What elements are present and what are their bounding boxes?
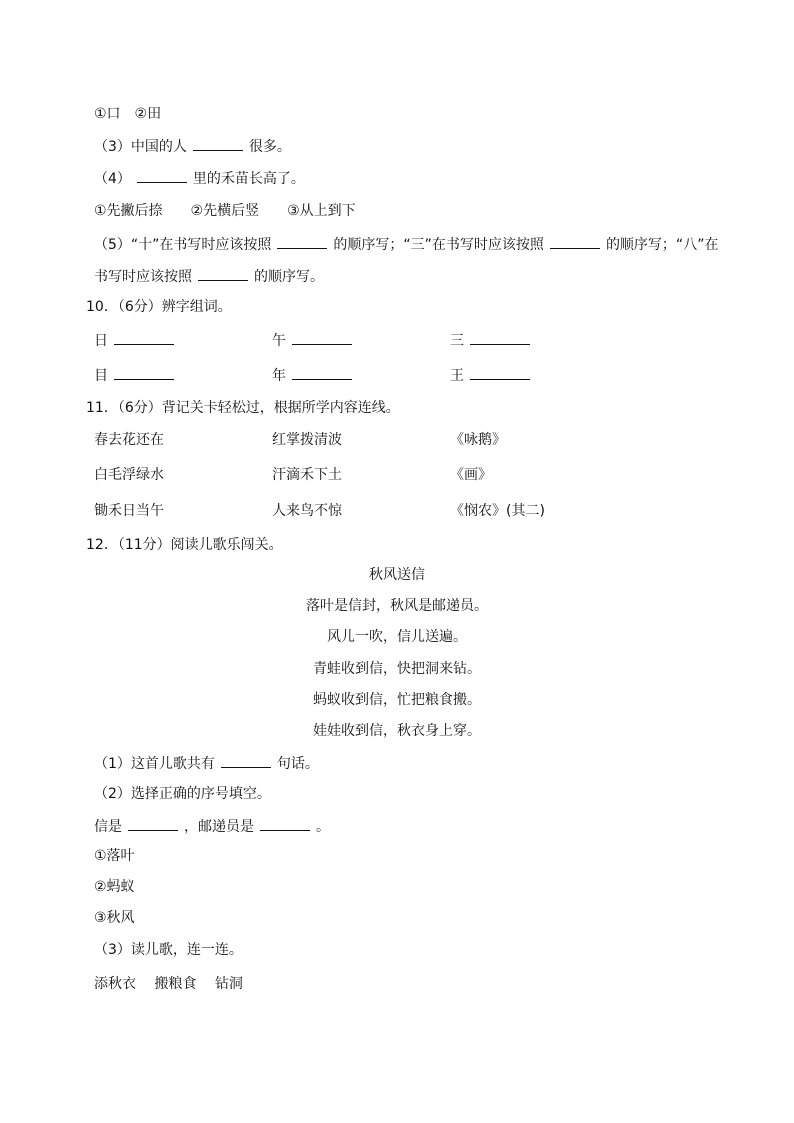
- q9-item-5: [94, 234, 718, 255]
- q10-char: 午: [272, 333, 286, 349]
- q10-char: 日: [94, 333, 108, 349]
- q11-line-b[interactable]: 汗滴禾下土: [272, 467, 342, 483]
- poem-line: 青蛙收到信，快把洞来钻。: [313, 661, 481, 677]
- answer-blank[interactable]: [114, 365, 174, 380]
- q12-sub1-suffix: 句话。: [276, 756, 319, 772]
- q10-word-item: [450, 365, 536, 386]
- answer-blank[interactable]: [277, 234, 327, 249]
- q11-line-a[interactable]: 锄禾日当午: [94, 503, 164, 519]
- answer-blank[interactable]: [137, 168, 187, 183]
- q9-item-3: [94, 136, 291, 157]
- q11-line-b[interactable]: 红掌拨清波: [272, 432, 342, 448]
- poem-line: 风儿一吹，信儿送遍。: [327, 629, 467, 645]
- q12-sub-3: （3）读儿歌，连一连。: [94, 942, 243, 958]
- q12-sub-2: （2）选择正确的序号填空。: [94, 786, 271, 802]
- q11-title[interactable]: 《悯农》(其二): [450, 503, 545, 519]
- q9-item-5-cont: [94, 266, 324, 287]
- q10-char: 目: [94, 368, 108, 384]
- q9-item4-suffix: 里的禾苗长高了。: [192, 171, 305, 187]
- answer-blank[interactable]: [128, 816, 178, 831]
- q12-fill: [94, 816, 330, 837]
- q12-option: ③秋风: [94, 910, 135, 926]
- q9-item5-part-b: 的顺序写；“三”在书写时应该按照: [333, 237, 544, 253]
- q9-item5-part-e: 的顺序写。: [254, 269, 324, 285]
- q12-option: ②蚂蚁: [94, 879, 135, 895]
- answer-blank[interactable]: [221, 753, 271, 768]
- q12-fill-c: 。: [316, 819, 330, 835]
- q12-sub-1: [94, 753, 319, 774]
- q10-word-item: [94, 365, 180, 386]
- q10-word-item: [272, 365, 358, 386]
- q9-item3-suffix: 很多。: [248, 139, 291, 155]
- poem-line: 蚂蚁收到信，忙把粮食搬。: [313, 692, 481, 708]
- answer-blank[interactable]: [198, 266, 248, 281]
- poem-line: 娃娃收到信，秋衣身上穿。: [313, 723, 481, 739]
- answer-blank[interactable]: [292, 330, 352, 345]
- q11-line-a[interactable]: 春去花还在: [94, 432, 164, 448]
- poem-line: 落叶是信封，秋风是邮递员。: [306, 598, 488, 614]
- q9-item-4: [94, 168, 305, 189]
- answer-blank[interactable]: [470, 365, 530, 380]
- q9-options-b: ①先撇后捺 ②先横后竖 ③从上到下: [94, 203, 356, 219]
- answer-blank[interactable]: [550, 234, 600, 249]
- q9-item3-prefix: （3）中国的人: [94, 139, 187, 155]
- answer-blank[interactable]: [260, 816, 310, 831]
- q9-options-a: ①口 ②田: [94, 106, 162, 122]
- q12-sub1-prefix: （1）这首儿歌共有: [94, 756, 215, 772]
- q12-match-words[interactable]: 添秋衣 搬粮食 钻洞: [94, 976, 243, 992]
- q10-word-item: [94, 330, 180, 351]
- q10-char: 三: [450, 333, 464, 349]
- q9-item4-prefix: （4）: [94, 171, 131, 187]
- q12-fill-a: 信是: [94, 819, 122, 835]
- answer-blank[interactable]: [470, 330, 530, 345]
- q12-heading: 12．（11分）阅读儿歌乐闯关。: [86, 537, 283, 553]
- q12-fill-b: ，邮递员是: [184, 819, 254, 835]
- q11-line-b[interactable]: 人来鸟不惊: [272, 503, 342, 519]
- answer-blank[interactable]: [114, 330, 174, 345]
- q10-word-item: [272, 330, 358, 351]
- poem-title: 秋风送信: [369, 567, 425, 583]
- q9-item5-part-a: （5）“十”在书写时应该按照: [94, 237, 272, 253]
- q10-char: 年: [272, 368, 286, 384]
- q9-item5-part-d: 书写时应该按照: [94, 269, 192, 285]
- q9-item5-part-c: 的顺序写；“八”在: [605, 237, 719, 253]
- answer-blank[interactable]: [292, 365, 352, 380]
- q10-heading: 10．（6分）辨字组词。: [86, 299, 232, 315]
- q11-line-a[interactable]: 白毛浮绿水: [94, 467, 164, 483]
- q11-title[interactable]: 《画》: [450, 467, 492, 483]
- q11-heading: 11．（6分）背记关卡轻松过，根据所学内容连线。: [86, 400, 400, 416]
- q10-word-item: [450, 330, 536, 351]
- q10-char: 王: [450, 368, 464, 384]
- q11-title[interactable]: 《咏鹅》: [450, 432, 506, 448]
- answer-blank[interactable]: [193, 136, 243, 151]
- q12-option: ①落叶: [94, 848, 135, 864]
